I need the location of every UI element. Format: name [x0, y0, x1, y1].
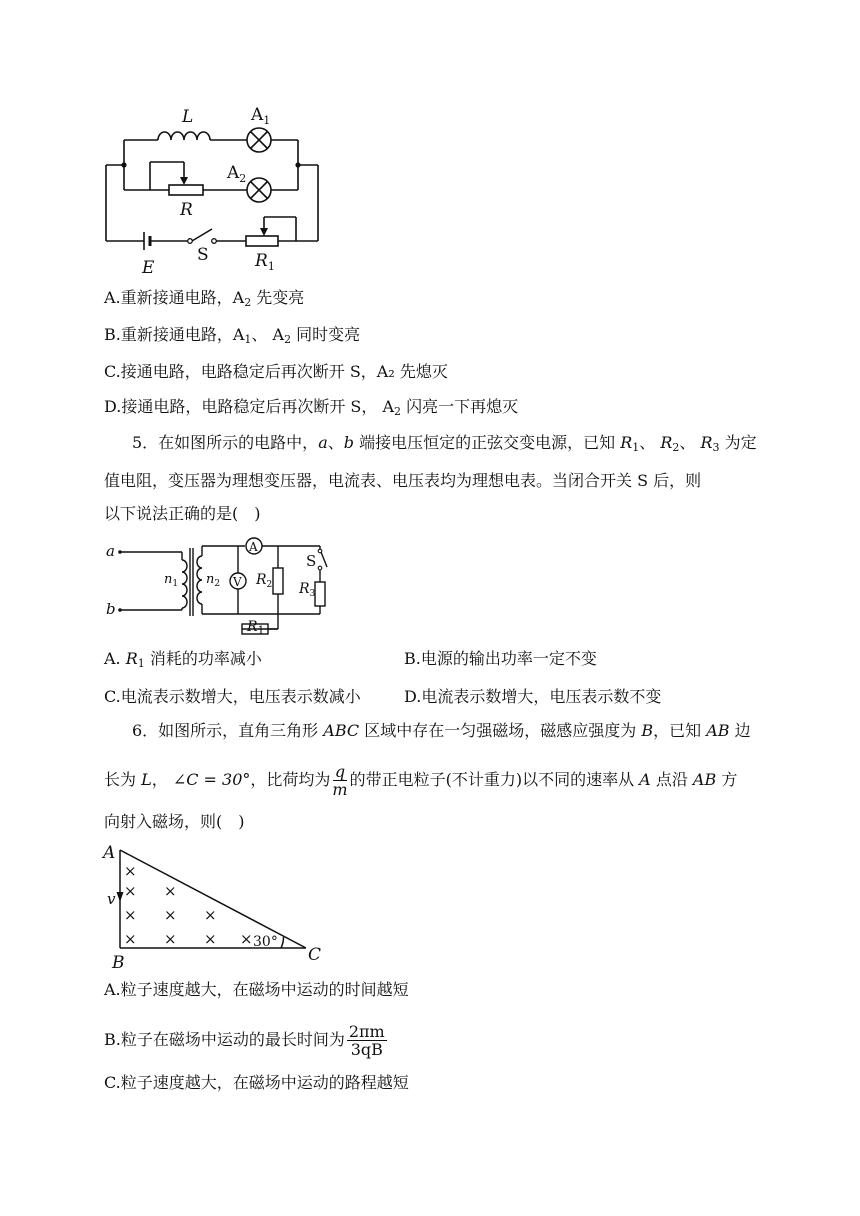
label-A1: $A_1$ [251, 105, 271, 127]
label-n1: $n_1$ [164, 572, 179, 589]
voltmeter-icon: V [233, 575, 242, 589]
label-S: S [197, 245, 209, 265]
label-R3: $R_3$ [299, 581, 316, 599]
label-A2: $A_2$ [227, 163, 247, 185]
field-cross-icon: × [124, 862, 137, 880]
circuit-diagram-2 [100, 530, 360, 640]
q5-fig-r1-label: $R_1$ [247, 619, 265, 637]
triangle-field-diagram [100, 838, 340, 968]
field-cross-icon: × [124, 882, 137, 900]
velocity-label-v: v [107, 890, 116, 908]
q4-option-c: C.接通电路，电路稳定后再次断开 S，A₂ 先熄灭 [104, 362, 448, 381]
q6-option-b: B.粒子在磁场中运动的最长时间为 $\frac{2\pi m}{3qB}$ [104, 1022, 385, 1059]
label-R: R [180, 200, 193, 220]
field-cross-icon: × [204, 906, 217, 924]
angle-label: 30° [253, 934, 278, 950]
field-cross-icon: × [164, 882, 177, 900]
q5-option-a: A. $R_1$ 消耗的功率减小 [104, 649, 262, 670]
label-b: b [106, 600, 116, 618]
field-cross-icon: × [204, 930, 217, 948]
q4-option-d: D.接通电路，电路稳定后再次断开 S， $A_2$ 闪亮一下再熄灭 [104, 397, 519, 418]
ammeter-icon: A [249, 540, 258, 554]
vertex-B: B [112, 953, 125, 968]
vertex-A: A [103, 843, 116, 863]
label-a: a [106, 542, 115, 560]
field-cross-icon: × [164, 930, 177, 948]
q6-option-a: A.粒子速度越大，在磁场中运动的时间越短 [104, 980, 409, 999]
q5-stem-line3: 以下说法正确的是( ) [104, 504, 261, 523]
q6-stem-line1: 6．如图所示，直角三角形 ABC 区域中存在一匀强磁场，磁感应强度为 B，已知 AB 边 [132, 721, 751, 740]
label-E: E [142, 258, 155, 278]
q4-option-a: A.重新接通电路，$A_2$ 先变亮 [104, 288, 305, 309]
q5-stem-line2: 值电阻，变压器为理想变压器，电流表、电压表均为理想电表。当闭合开关 S 后，则 [104, 471, 702, 490]
q5-option-c: C.电流表示数增大，电压表示数减小 [104, 687, 361, 706]
field-cross-icon: × [124, 930, 137, 948]
field-cross-icon: × [124, 906, 137, 924]
q5-stem-line1: 5．在如图所示的电路中，a、b 端接电压恒定的正弦交变电源，已知 $R_1$、 $R_2$、 $R_3$ 为定 [132, 433, 757, 454]
field-cross-icon: × [164, 906, 177, 924]
q6-stem-line2: 长为 L， ∠C = 30°，比荷均为 $\frac{q}{m}$ 的带正电粒子(不计重力)以不同的速率从 A 点沿 AB 方 [104, 762, 738, 799]
q4-option-b: B.重新接通电路，$A_1$、 $A_2$ 同时变亮 [104, 325, 361, 346]
q6-stem-line3: 向射入磁场，则( ) [104, 812, 245, 831]
q6-option-c: C.粒子速度越大，在磁场中运动的路程越短 [104, 1073, 409, 1092]
q5-option-b: B.电源的输出功率一定不变 [404, 649, 597, 668]
field-cross-icon: × [240, 930, 253, 948]
label-L: L [182, 107, 194, 127]
q5-option-d: D.电流表示数增大，电压表示数不变 [404, 687, 662, 706]
fraction-q-over-m: $\frac{q}{m}$ [332, 762, 348, 799]
circuit-diagram-1 [100, 100, 340, 280]
magnetic-field-crosses [124, 862, 253, 948]
label-R2: $R_2$ [256, 572, 273, 590]
vertex-C: C [308, 945, 322, 965]
fraction-max-time: $\frac{2\pi m}{3qB}$ [348, 1022, 385, 1059]
label-R1: $R_1$ [255, 251, 275, 273]
label-S: S [306, 552, 317, 570]
label-n2: $n_2$ [206, 572, 221, 589]
